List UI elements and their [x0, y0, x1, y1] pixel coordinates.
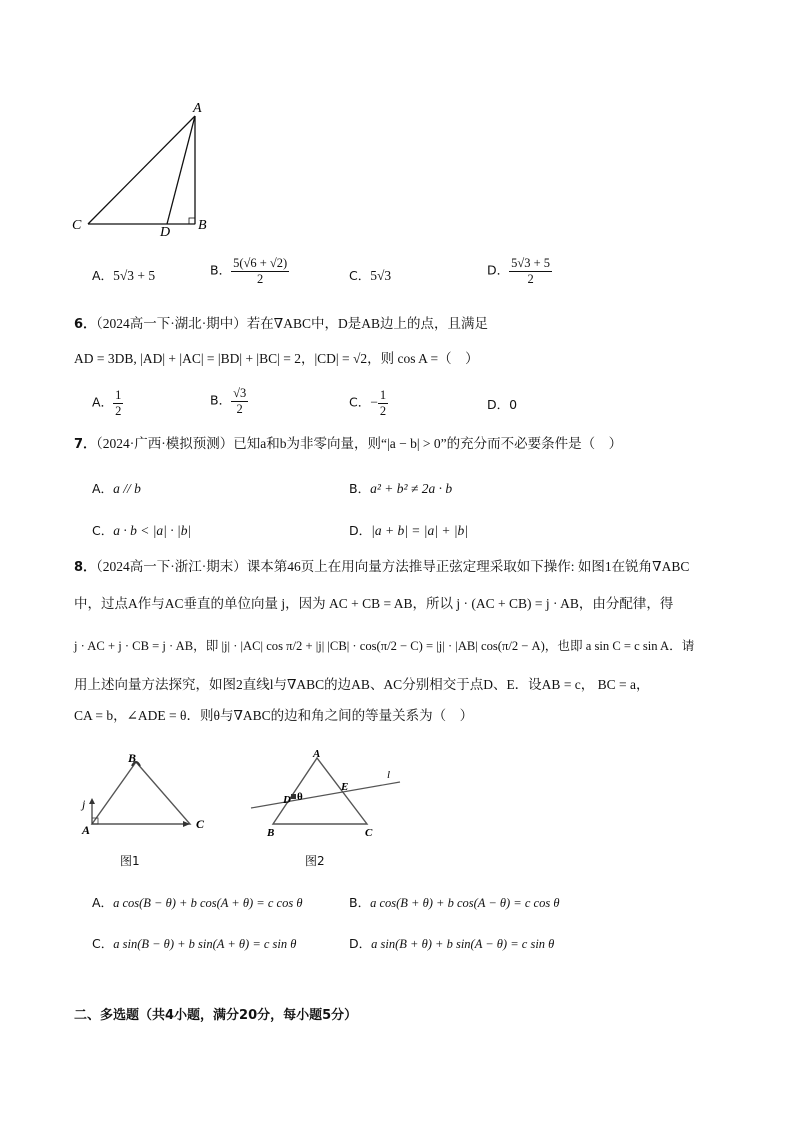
- q7-option-a[interactable]: A．a // b: [92, 481, 141, 496]
- q8-option-d[interactable]: D．a sin(B + θ) + b sin(A − θ) = c sin θ: [349, 936, 555, 951]
- q8-stem-line4: 用上述向量方法探究，如图2直线l与∇ABC的边AB、AC分别相交于点D、E．设AB = c， BC = a，: [74, 677, 650, 692]
- q8-option-b[interactable]: B．a cos(B + θ) + b cos(A − θ) = c cos θ: [349, 895, 560, 910]
- q7-option-d[interactable]: D．|a + b| = |a| + |b|: [349, 523, 468, 538]
- triangle-figure-q5: [60, 96, 230, 241]
- q7-option-b[interactable]: B．a² + b² ≠ 2a · b: [349, 481, 453, 496]
- fig2-label-D: D: [283, 794, 291, 806]
- q7-option-c[interactable]: C．a · b < |a| · |b|: [92, 523, 192, 538]
- q6-stem-line1: 6．（2024高一下·湖北·期中）若在∇ABC中，D是AB边上的点，且满足: [74, 316, 488, 332]
- figure-2-triangle: [245, 748, 410, 843]
- q5-option-d[interactable]: D． $\frac{5√3 + 5}{2}$: [487, 256, 551, 286]
- point-label-A: A: [193, 101, 202, 116]
- fig2-label-l: l: [387, 769, 391, 781]
- fig2-label-theta: θ: [297, 791, 303, 803]
- q8-stem-line2: 中，过点A作与AC垂直的单位向量 j，因为 AC + CB = AB，所以 j · (AC + CB) = j · AB，由分配律，得: [74, 596, 674, 611]
- q5-option-b[interactable]: B． $\frac{5(√6 + √2)}{2}$: [210, 256, 288, 286]
- q5-option-c[interactable]: C．5√3: [349, 268, 392, 283]
- q6-stem-line2: AD = 3DB, |AD| + |AC| = |BD| + |BC| = 2，|CD| = √2，则 cos A =（ ）: [74, 351, 479, 366]
- figure-1-triangle: [72, 748, 222, 843]
- q6-option-a[interactable]: A． $\frac{1}{2}$: [92, 388, 122, 418]
- fig2-label-E: E: [341, 781, 349, 793]
- point-label-D: D: [160, 225, 171, 240]
- q7-stem: 7．（2024·广西·模拟预测）已知a和b为非零向量，则“|a − b| > 0”的充分而不必要条件是（ ）: [74, 436, 623, 452]
- q8-stem-line1: 8．（2024高一下·浙江·期末）课本第46页上在用向量方法推导正弦定理采取如下操作: 如图1在锐角∇ABC: [74, 559, 690, 575]
- q8-stem-line5: CA = b，∠ADE = θ．则θ与∇ABC的边和角之间的等量关系为（ ）: [74, 708, 474, 723]
- figure-1-caption: 图1: [120, 854, 140, 868]
- fig2-label-C: C: [365, 827, 373, 839]
- q6-option-b[interactable]: B． $\frac{√3}{2}$: [210, 386, 247, 416]
- fig2-label-A: A: [313, 748, 321, 760]
- point-label-C: C: [72, 218, 82, 233]
- fig1-label-C: C: [196, 817, 205, 831]
- q6-option-c[interactable]: C．− $\frac{1}{2}$: [349, 388, 387, 418]
- fig1-label-j: j: [82, 797, 86, 811]
- q8-stem-line3: j · AC + j · CB = j · AB，即 |j| · |AC| cos π/2 + |j| |CB| · cos(π/2 − C) = |j| · |AB| cos(π/2 − A)，也即 a sin C = c sin A．请: [74, 639, 695, 653]
- figure-2-caption: 图2: [305, 854, 325, 868]
- fig1-label-B: B: [128, 751, 137, 765]
- section-2-heading: 二、多选题（共4小题，满分20分，每小题5分）: [74, 1008, 358, 1023]
- fig2-label-B: B: [267, 827, 275, 839]
- q8-option-a[interactable]: A．a cos(B − θ) + b cos(A + θ) = c cos θ: [92, 895, 303, 910]
- fig1-label-A: A: [82, 823, 91, 837]
- q6-option-d[interactable]: D．0: [487, 397, 518, 412]
- q5-option-a[interactable]: A．5√3 + 5: [92, 268, 156, 283]
- point-label-B: B: [198, 218, 207, 233]
- q8-option-c[interactable]: C．a sin(B − θ) + b sin(A + θ) = c sin θ: [92, 936, 297, 951]
